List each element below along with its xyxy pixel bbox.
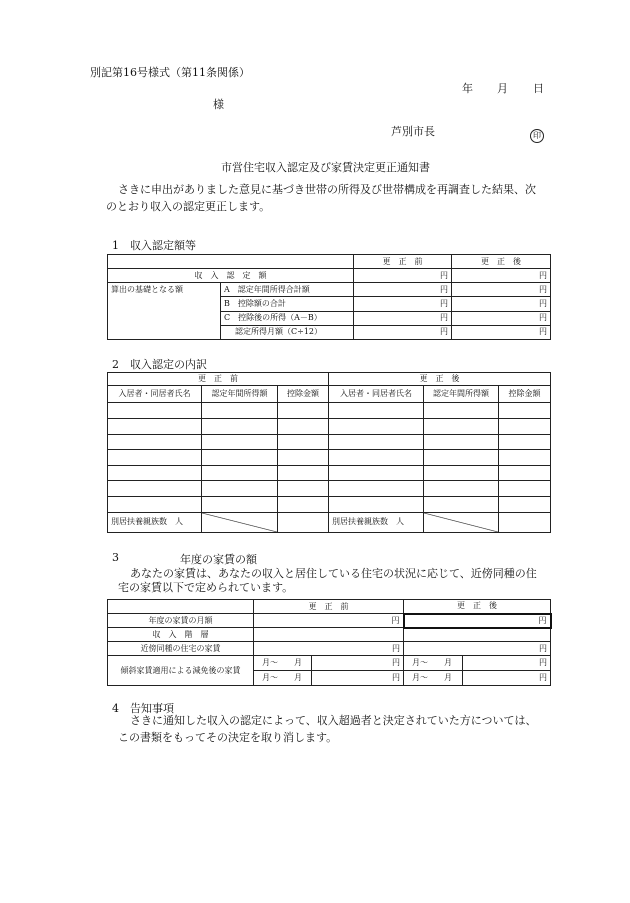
row-monthly-label: 認定所得月額（C÷12） bbox=[221, 325, 354, 339]
cell-yen: 円 bbox=[404, 642, 551, 656]
table-row bbox=[108, 465, 551, 481]
cell-yen: 円 bbox=[354, 283, 452, 297]
issuer-name: 芦別市長 bbox=[391, 125, 435, 138]
table-row bbox=[108, 450, 551, 466]
table-row bbox=[108, 481, 551, 497]
cell-yen: 円 bbox=[452, 325, 551, 339]
cell-yen: 円 bbox=[254, 614, 404, 628]
seal-mark: 印 bbox=[530, 123, 544, 143]
dependents-label: 別居扶養親族数 人 bbox=[108, 512, 202, 532]
cell-yen: 円 bbox=[254, 642, 404, 656]
breakdown-before: 更 正 前 bbox=[108, 373, 329, 386]
cell-yen: 円 bbox=[354, 297, 452, 311]
cell-yen: 円 bbox=[463, 656, 551, 671]
breakdown-after: 更 正 後 bbox=[329, 373, 551, 386]
income-table bbox=[107, 254, 551, 340]
cell-yen: 円 bbox=[354, 311, 452, 325]
addressee-suffix: 様 bbox=[213, 98, 224, 111]
col-deduction: 控除金額 bbox=[278, 386, 329, 403]
cell-yen: 円 bbox=[452, 269, 551, 283]
table-row bbox=[108, 497, 551, 513]
col-after: 更 正 後 bbox=[452, 255, 551, 269]
row-income-class: 収 入 階 層 bbox=[108, 628, 254, 642]
section3-desc-1: あなたの家賃は、あなたの収入と居住している住宅の状況に応じて、近傍同種の住 bbox=[130, 567, 537, 580]
dependents-label: 別居扶養親族数 人 bbox=[329, 512, 424, 532]
cell-yen: 円 bbox=[354, 269, 452, 283]
cell-yen: 円 bbox=[452, 283, 551, 297]
diagonal-cell bbox=[424, 512, 499, 532]
cell-yen: 円 bbox=[312, 671, 404, 686]
section2-heading: 2 収入認定の内訳 bbox=[112, 358, 207, 371]
month-range: 月～ 月 bbox=[254, 656, 312, 671]
blank-cell bbox=[499, 512, 551, 532]
cell-yen: 円 bbox=[354, 325, 452, 339]
date-month: 月 bbox=[497, 82, 508, 95]
row-reduced-rent: 傾斜家賃適用による減免後の家賃 bbox=[108, 656, 254, 686]
col-income: 認定年間所得額 bbox=[424, 386, 499, 403]
table-row bbox=[108, 418, 551, 434]
col-income: 認定年間所得額 bbox=[202, 386, 278, 403]
col-deduction: 控除金額 bbox=[499, 386, 551, 403]
month-range: 月～ 月 bbox=[404, 656, 463, 671]
cell-yen: 円 bbox=[312, 656, 404, 671]
cell-yen: 円 bbox=[404, 614, 551, 628]
cell-yen: 円 bbox=[452, 311, 551, 325]
document-title: 市営住宅収入認定及び家賃決定更正通知書 bbox=[221, 161, 430, 174]
cell-yen: 円 bbox=[463, 671, 551, 686]
form-id: 別記第16号様式（第11条関係） bbox=[90, 66, 250, 79]
row-nearby-rent: 近傍同種の住宅の家賃 bbox=[108, 642, 254, 656]
col-name: 入居者・同居者氏名 bbox=[329, 386, 424, 403]
row-a-label: A 認定年間所得合計額 bbox=[221, 283, 354, 297]
col-name: 入居者・同居者氏名 bbox=[108, 386, 202, 403]
month-range: 月～ 月 bbox=[404, 671, 463, 686]
date-year: 年 bbox=[462, 82, 473, 95]
rent-table bbox=[107, 599, 552, 686]
blank-cell bbox=[254, 628, 404, 642]
date-day: 日 bbox=[533, 82, 544, 95]
row-monthly-rent: 年度の家賃の月額 bbox=[108, 614, 254, 628]
row-c-label: C 控除後の所得（A－B） bbox=[221, 311, 354, 325]
row-b-label: B 控除額の合計 bbox=[221, 297, 354, 311]
section3-number: 3 bbox=[112, 551, 119, 564]
col-before: 更 正 前 bbox=[354, 255, 452, 269]
blank-cell bbox=[278, 512, 329, 532]
rent-col-before: 更 正 前 bbox=[254, 600, 404, 614]
month-range: 月～ 月 bbox=[254, 671, 312, 686]
section3-desc-2: 宅の家賃以下で定められています。 bbox=[118, 581, 294, 594]
section4-heading: 4 告知事項 bbox=[112, 702, 174, 715]
intro-line-2: のとおり収入の認定更正します。 bbox=[106, 200, 271, 213]
intro-line-1: さきに申出がありました意見に基づき世帯の所得及び世帯構成を再調査した結果、次 bbox=[118, 183, 536, 196]
section4-line-2: この書類をもってその決定を取り消します。 bbox=[118, 731, 338, 744]
breakdown-table bbox=[107, 372, 551, 533]
rent-col-after: 更 正 後 bbox=[404, 600, 551, 614]
table-row bbox=[108, 434, 551, 450]
table-row bbox=[108, 403, 551, 419]
cell-yen: 円 bbox=[452, 297, 551, 311]
blank-header bbox=[108, 255, 354, 269]
row-basis-label: 算出の基礎となる額 bbox=[108, 283, 221, 340]
row-income-label: 収 入 認 定 額 bbox=[108, 269, 354, 283]
blank-cell bbox=[404, 628, 551, 642]
section3-heading: 年度の家賃の額 bbox=[180, 553, 257, 566]
diagonal-cell bbox=[202, 512, 278, 532]
blank-header bbox=[108, 600, 254, 614]
section4-line-1: さきに通知した収入の認定によって、収入超過者と決定されていた方については、 bbox=[130, 714, 537, 727]
section1-heading: 1 収入認定額等 bbox=[112, 239, 196, 252]
